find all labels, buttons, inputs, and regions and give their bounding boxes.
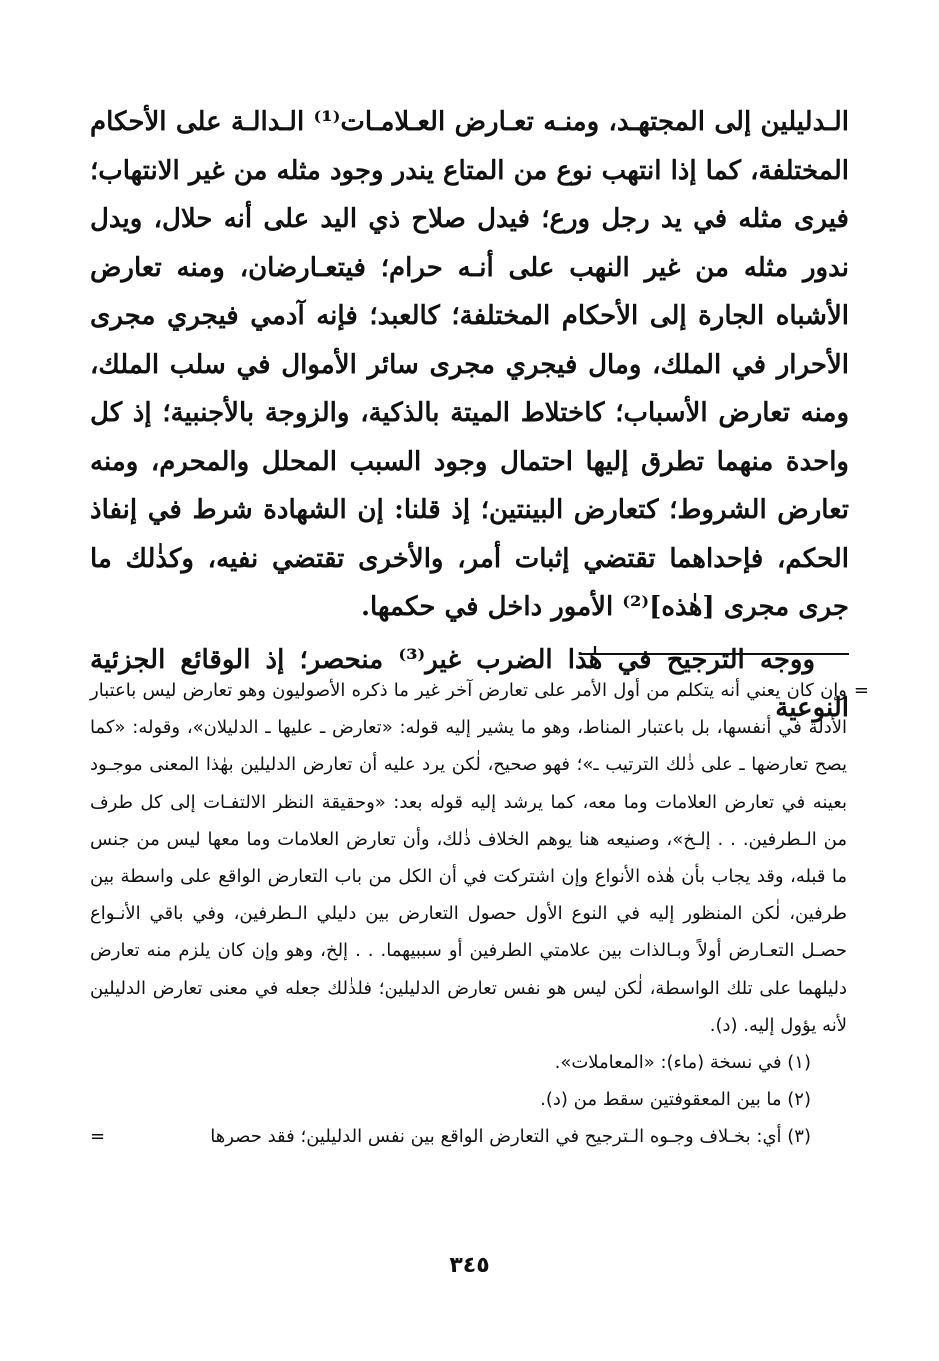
footnote-item: [90, 1118, 869, 1155]
footnote-item: (٢) ما بين المعقوفتين سقط من (د).: [540, 1089, 811, 1111]
main-paragraph: ووجه الترجيح في هٰذا الضرب غير⁽³⁾ منحصر؛ إذ الوقائع الجزئية النوعية: [90, 644, 849, 723]
footnote-item: (١) في نسخة (ماء): «المعاملات».: [554, 1052, 811, 1074]
footnote-continuation: [90, 672, 869, 1044]
continuation-mark: =: [90, 1126, 106, 1148]
continuation-mark: =: [853, 680, 869, 701]
footnote-continuation-text: وإن كان يعني أنه يتكلم من أول الأمر على تعارض آخر غير ما ذكره الأصوليون وهو تعارض ليس باعتبار الأدلة في أنفسها، بل باعتبار المناط، وهو ما يشير إليه قوله: «تعارض ـ عليها ـ الدليلان»، وقوله: «كما يصح تعارضها ـ على ذٰلك الترتيب ـ»؛ فهو صحيح، لٰكن يرد عليه أن تعارض الدليلين بهٰذا المعنى موجـود بعينه في تعارض العلامات وما معه، كما يرشد إليه قوله بعد: «وحقيقة النظر الالتفـات إلى كل طرف من الـطرفين. . . إلـخ»، وصنيعه هنا يوهم الخلاف ذٰلك، وأن تعارض العلامات وما معها ليس من جنس ما قبله، وقد يجاب بأن هٰذه الأنواع وإن اشتركت في أن الكل من باب التعارض الواقع على واسطة بين طرفين، لٰكن المنظور إليه في النوع الأول حصول التعارض بين دليلي الـطرفين، وفي باقي الأنـواع حصـل التعـارض أولاً وبـالذات بين علامتي الطرفين أو سببيهما. . . إلخ، وهو وإن كان يلزم منه تعارض دليلهما على تلك الواسطة، لٰكن ليس هو نفس تعارض الدليلين؛ فلذٰلك جعله في معنى تعارض الدليلين لأنه يؤول إليه. (د).: [90, 680, 847, 1036]
footnote-item-text: (٣) أي: بخـلاف وجـوه الـترجيح في التعارض الواقع بين نفس الدليلين؛ فقد حصرها: [210, 1126, 811, 1148]
footnotes-block: [90, 672, 869, 1156]
main-paragraph: الـدليلين إلى المجتهـد، ومنـه تعـارض العـلامـات⁽¹⁾ الـدالـة على الأحكام المختلفة، كما إذا انتهب نوع من المتاع يندر وجود مثله من غير الانتهاب؛ فيرى مثله في يد رجل ورع؛ فيدل صلاح ذي اليد على أنه حلال، ويدل ندور مثله من غير النهب على أنـه حرام؛ فيتعـارضان، ومنه تعارض الأشباه الجارة إلى الأحكام المختلفة؛ كالعبد؛ فإنه آدمي فيجري مجرى الأحرار في الملك، ومال فيجري مجرى سائر الأموال في سلب الملك، ومنه تعارض الأسباب؛ كاختلاط الميتة بالذكية، والزوجة بالأجنبية؛ إذ كل واحدة منهما تطرق إليها احتمال وجود السبب المحلل والمحرم، ومنه تعارض الشروط؛ كتعارض البينتين؛ إذ قلنا: إن الشهادة شرط في إنفاذ الحكم، فإحداهما تقتضي إثبات أمر، والأخرى تقتضي نفيه، وكذٰلك ما جرى مجرى [هٰذه]⁽²⁾ الأمور داخل في حكمها.: [90, 107, 849, 622]
footnote-separator: [581, 653, 849, 655]
main-text-block: [90, 98, 849, 733]
page-number: ٣٤٥: [449, 1253, 490, 1278]
